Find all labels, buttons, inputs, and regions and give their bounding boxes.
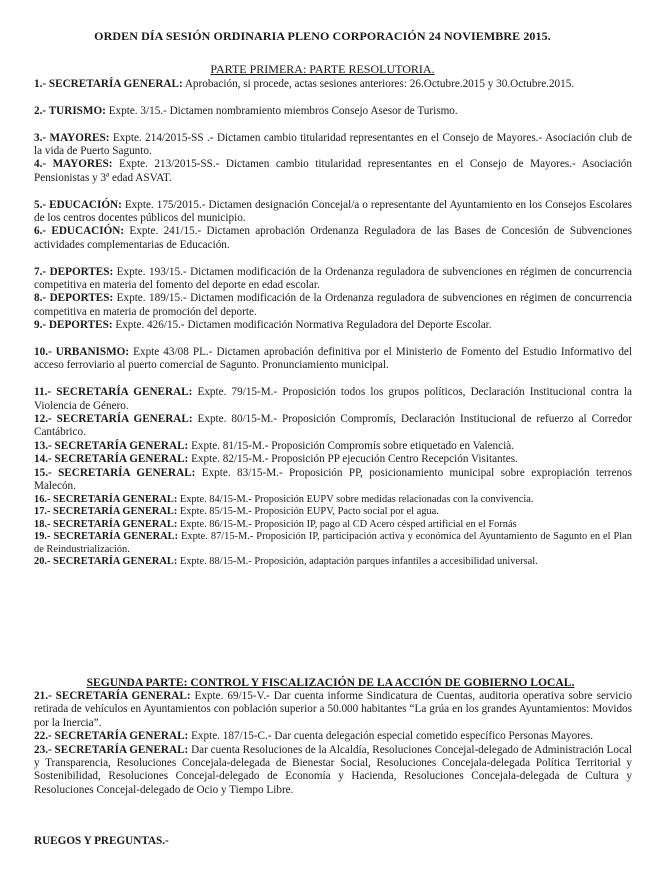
item-label: 12.- SECRETARÍA GENERAL: [34,413,193,426]
agenda-item [34,467,632,494]
item-text: Expte. 193/15.- Dictamen modificación de la Ordenanza reguladora de subvenciones en régimen de concurrencia competitiva en materia del fomento del deporte en edad escolar. [34,265,632,292]
item-text: Expte. 79/15-M.- Proposición todos los grupos políticos, Declaración Institucional contra la Violencia de Género. [34,386,632,412]
agenda-item [34,346,632,373]
item-text: Expte. 82/15-M.- Proposición PP ejecución Centro Recepción Visitantes. [188,453,518,466]
item-text: Expte. 86/15-M.- Proposición IP, pago al CD Acero césped artificial en el Fornás [177,518,517,530]
agenda-item [34,292,632,319]
agenda-item [34,158,632,185]
agenda-item [34,440,632,453]
agenda-item [34,453,632,466]
agenda-item [34,730,632,743]
item-label: 3.- MAYORES: [34,131,110,144]
item-text: Expte. 81/15-M.- Proposición Compromís sobre etiquetado en Valencià. [188,439,514,452]
agenda-part1 [34,78,632,569]
item-text: Expte. 87/15-M.- Proposición IP, participación activa y económica del Ayuntamiento de Sagunto en el Plan de Reindustrialización. [34,531,632,555]
item-label: 20.- SECRETARÍA GENERAL: [34,556,178,568]
item-text: Expte. 83/15-M.- Proposición PP, posicionamiento municipal sobre expropiación terrenos Malecón. [34,466,632,493]
item-text: Expte. 80/15-M.- Proposición Compromís, Declaración Institucional de refuerzo al Corredor Cantábrico. [34,413,632,439]
item-label: 5.- EDUCACIÓN: [34,198,122,211]
agenda-item [34,78,632,91]
item-text: Expte. 84/15-M.- Proposición EUPV sobre medidas relacionadas con la convivencia. [177,493,534,505]
item-label: 22.- SECRETARÍA GENERAL: [34,730,189,743]
item-label: 15.- SECRETARÍA GENERAL: [34,466,196,479]
agenda-item [34,225,632,252]
item-label: 1.- SECRETARÍA GENERAL: [34,78,183,90]
item-text: Expte. 88/15-M.- Proposición, adaptación parques infantiles a accesibilidad universal. [177,556,538,568]
agenda-item [34,531,632,556]
item-text: Expte. 3/15.- Dictamen nombramiento miembros Consejo Asesor de Turismo. [105,104,458,117]
agenda-item [34,413,632,440]
agenda-item [34,690,632,730]
item-label: 18.- SECRETARÍA GENERAL: [34,518,178,530]
item-text: Expte. 214/2015-SS .- Dictamen cambio titularidad representantes en el Consejo de Mayores.- Asociación club de la vida de Puerto Sagunto. [34,131,632,157]
item-label: 8.- DEPORTES: [34,292,114,305]
item-text: Expte. 241/15.- Dictamen aprobación Ordenanza Reguladora de las Bases de Concesión de Subvenciones actividades complementarias de Educación. [34,225,632,251]
item-text: Expte. 213/2015-SS.- Dictamen cambio titularidad representantes en el Consejo de Mayores.- Asociación Pensionistas y 3ª edad ASVAT. [34,158,632,184]
item-label: 21.- SECRETARÍA GENERAL: [34,690,191,702]
item-label: 17.- SECRETARÍA GENERAL: [34,506,178,518]
item-text: Expte. 426/15.- Dictamen modificación Normativa Reguladora del Deporte Escolar. [112,319,492,332]
agenda-part2 [34,690,632,797]
item-label: 23.- SECRETARÍA GENERAL: [34,743,189,756]
item-text: Aprobación, si procede, actas sesiones anteriores: 26.Octubre.2015 y 30.Octubre.2015. [182,78,575,90]
agenda-item [34,506,632,519]
agenda-item [34,319,632,332]
agenda-item [34,266,632,293]
agenda-item [34,519,632,532]
agenda-item [34,105,632,118]
agenda-item [34,494,632,507]
item-label: 14.- SECRETARÍA GENERAL: [34,453,189,466]
agenda-item [34,199,632,226]
item-label: 6.- EDUCACIÓN: [34,225,125,238]
item-text: Expte. 175/2015.- Dictamen designación Concejal/a o representante del Ayuntamiento en los Consejos Escolares de los centros docentes públicos del municipio. [34,198,632,225]
page-title: ORDEN DÍA SESIÓN ORDINARIA PLENO CORPORACIÓN 24 NOVIEMBRE 2015. [94,29,551,43]
item-text: Expte. 189/15.- Dictamen modificación de la Ordenanza reguladora de subvenciones en régimen de concurrencia competitiva en materia de promoción del deporte. [34,292,632,318]
item-label: 13.- SECRETARÍA GENERAL: [34,439,189,452]
item-label: 2.- TURISMO: [34,104,106,117]
item-label: 9.- DEPORTES: [34,319,113,332]
agenda-item [34,556,632,569]
item-label: 7.- DEPORTES: [34,265,114,278]
item-label: 11.- SECRETARÍA GENERAL: [34,386,193,399]
agenda-item [34,386,632,413]
item-label: 16.- SECRETARÍA GENERAL: [34,493,178,505]
item-text: Expte 43/08 PL.- Dictamen aprobación definitiva por el Ministerio de Fomento del Estudio Informativo del acceso ferroviario al puerto comercial de Sagunto. Pronunciamiento municipal. [34,346,632,372]
item-text: Expte. 69/15-V.- Dar cuenta informe Sindicatura de Cuentas, auditoria operativa sobre servicio retirada de vehículos en Ayuntamientos con población superior a 50.000 habitantes “La grúa en los grandes Ayuntamientos: Movidos por la Inercia”. [34,690,633,729]
ruegos-heading: RUEGOS Y PREGUNTAS.- [34,835,169,847]
item-text: Expte. 85/15-M.- Proposición EUPV, Pacto social por el agua. [177,506,439,518]
item-label: 4.- MAYORES: [34,158,113,171]
item-label: 10.- URBANISMO: [34,346,130,359]
part2-heading: SEGUNDA PARTE: CONTROL Y FISCALIZACIÓN DE LA ACCIÓN DE GOBIERNO LOCAL. [86,676,575,689]
item-text: Expte. 187/15-C.- Dar cuenta delegación especial cometido específico Personas Mayores. [188,730,594,743]
agenda-item [34,744,632,798]
item-text: Dar cuenta Resoluciones de la Alcaldía, Resoluciones Concejal-delegado de Administración Local y Transparencia, Resoluciones Concejala-delegada de Bienestar Social, Resoluciones Concejala-delegada Política Territorial y Sostenibilidad, Resoluciones Concejal-delegado de Economía y Hacienda, Resoluciones Concejala-delegada de Cultura y Resoluciones Concejal-delegado de Ocio y Tiempo Libre. [34,743,632,796]
item-label: 19.- SECRETARÍA GENERAL: [34,531,179,543]
part1-heading: PARTE PRIMERA: PARTE RESOLUTORIA. [210,62,435,76]
agenda-item [34,132,632,159]
